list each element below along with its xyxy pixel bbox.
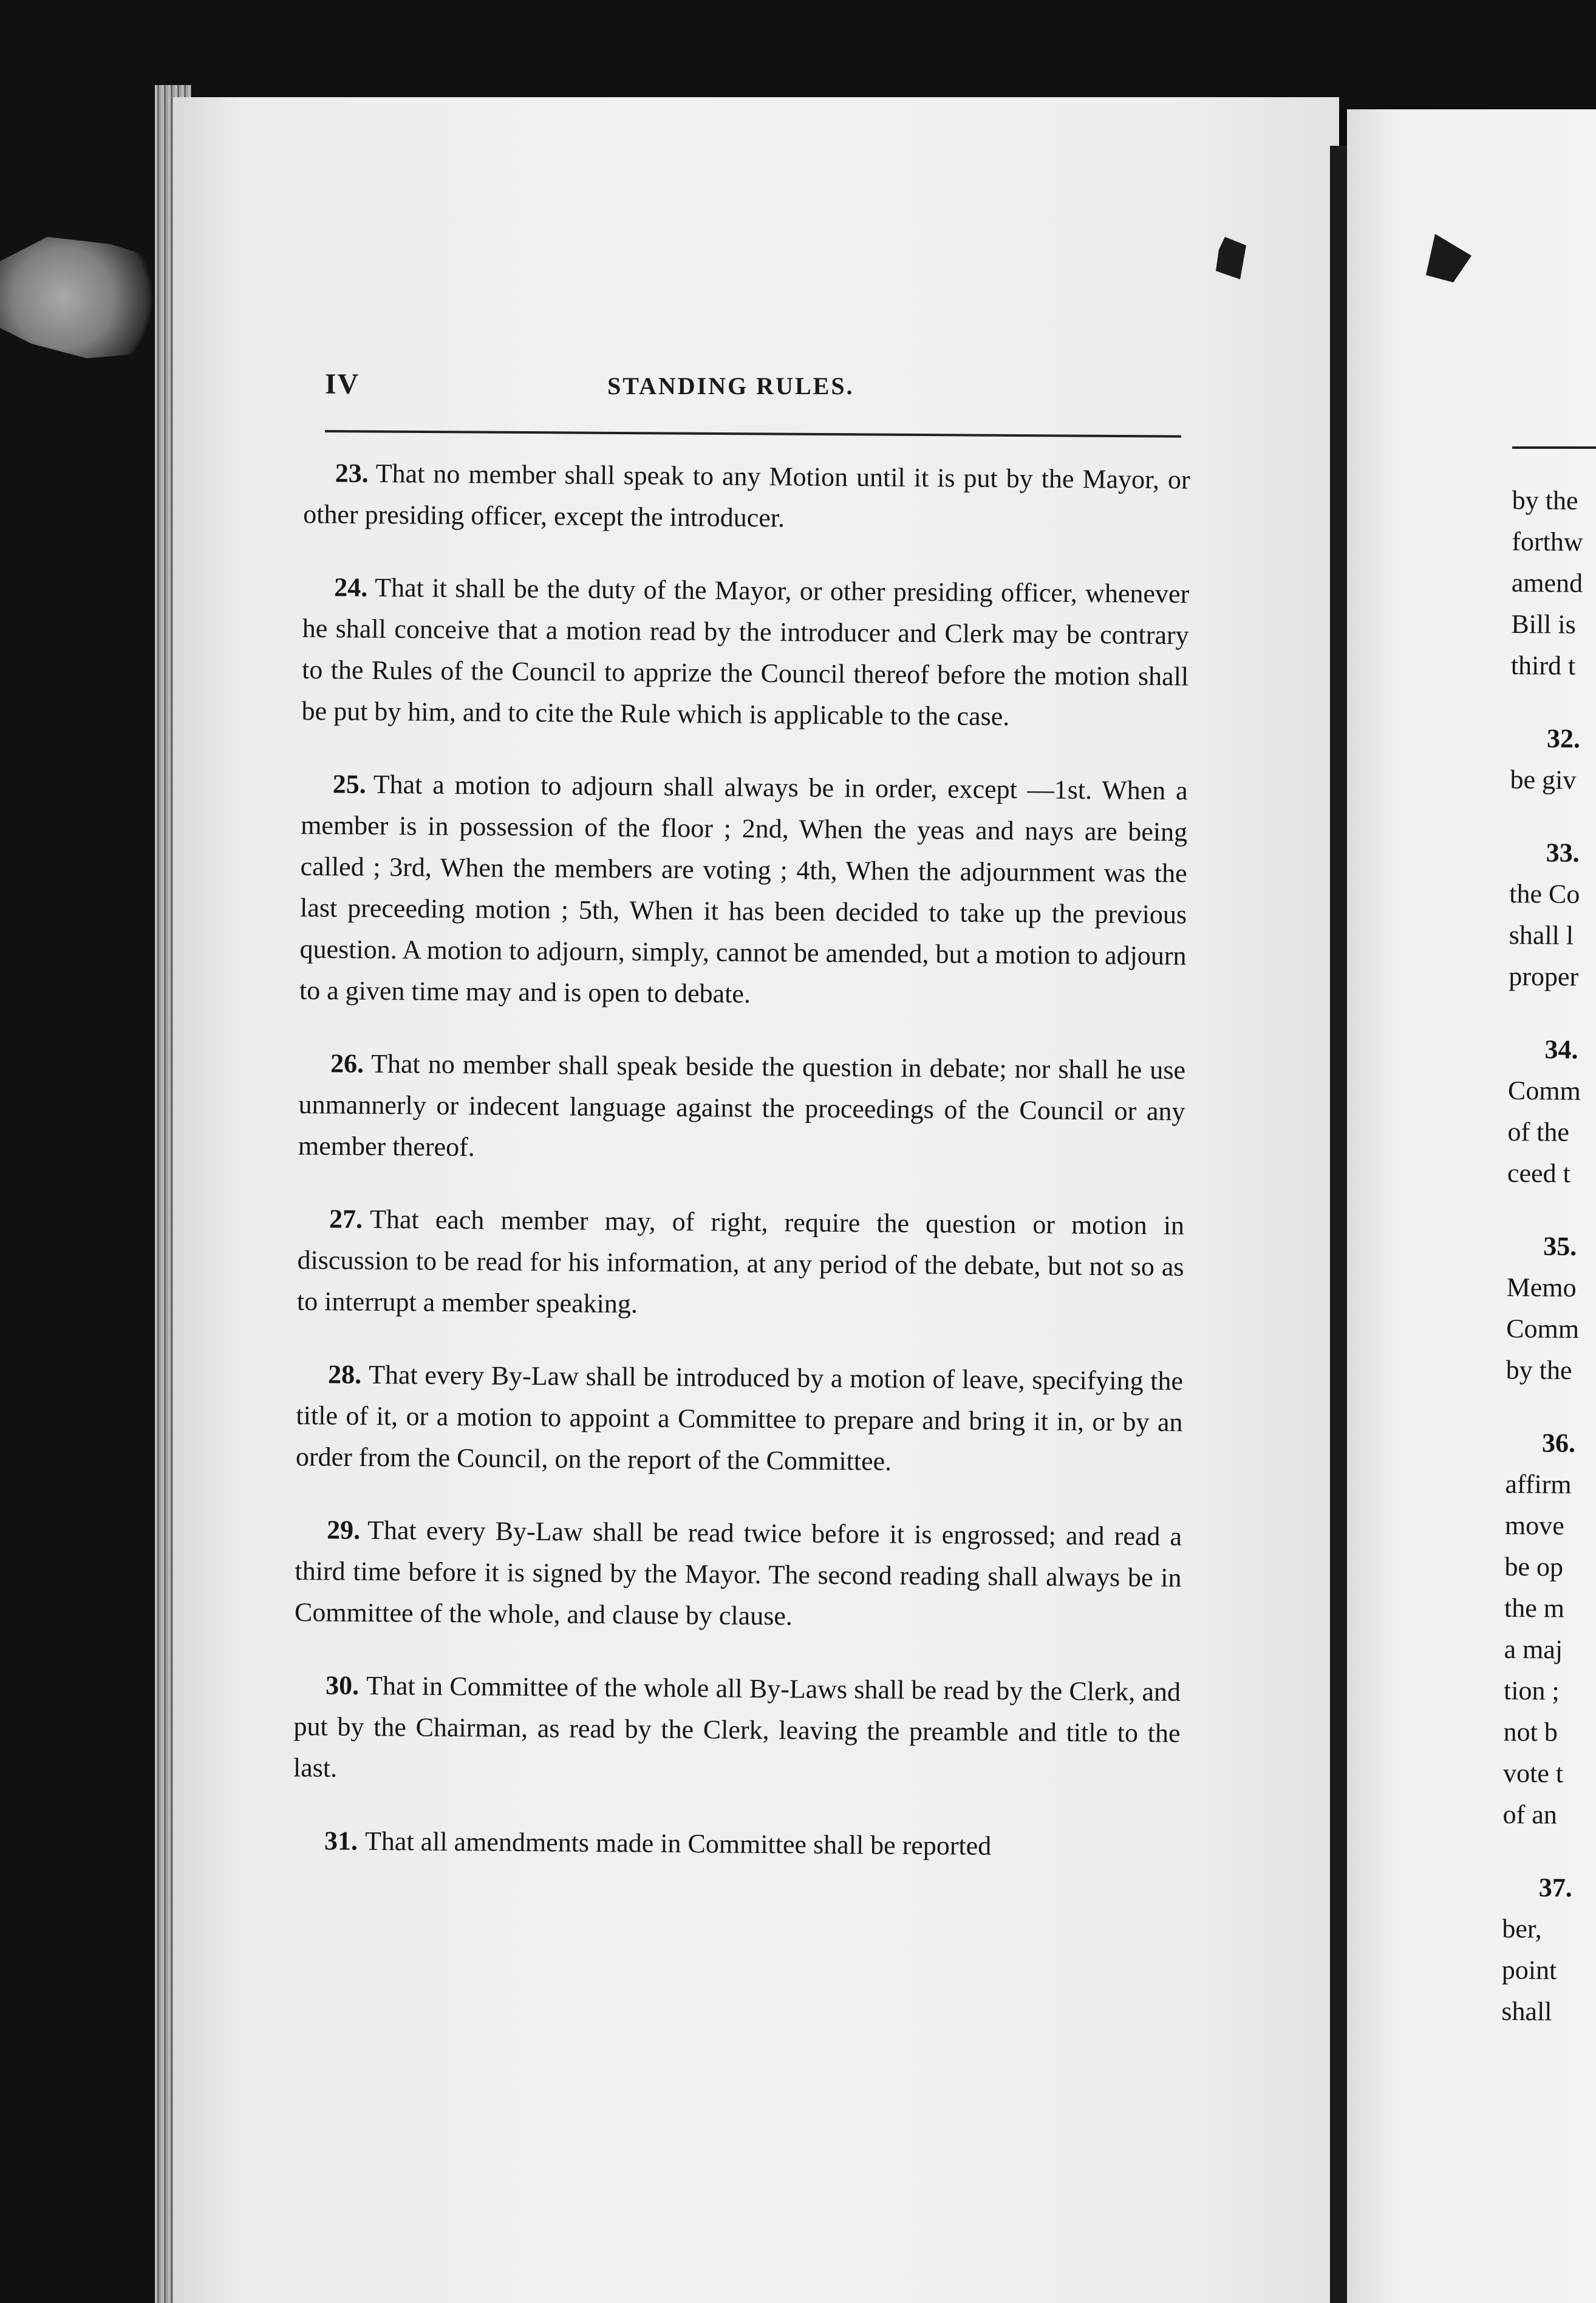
book-gutter bbox=[1330, 146, 1347, 2303]
rule-text: That each member may, of right, require the question or motion in discussion to be read for his information, at any period of the debate, but not so as to interrupt a member speaking. bbox=[296, 1204, 1185, 1319]
page-number: IV bbox=[325, 368, 360, 400]
rule-text: That every By-Law shall be read twice before it is engrossed; and read a third time before it is signed by the Mayor. The second reading shall always be in Committee of the whole, and clause by clause. bbox=[294, 1515, 1182, 1631]
right-page-line: of an bbox=[1502, 1799, 1558, 1830]
right-page-line: by the bbox=[1506, 1354, 1572, 1385]
right-page-line: 33. bbox=[1546, 838, 1580, 868]
running-title: STANDING RULES. bbox=[607, 372, 854, 400]
rule-text: That a motion to adjourn shall always be in order, except —1st. When a member is in possession of the floor ; 2nd, When the yeas and nays are being called ; 3rd, When the members are voting ; 4th, When the adjournment was the last preceeding motion ; 5th, When it has been decided to take up the previous question. A motion to adjourn, simply, cannot be amended, but a motion to adjourn to a given time may and is open to debate. bbox=[299, 769, 1188, 1009]
right-page-line: ceed t bbox=[1507, 1158, 1571, 1189]
rule-number: 31. bbox=[324, 1826, 358, 1856]
right-page-line: a maj bbox=[1504, 1634, 1563, 1665]
right-page-line: Memo bbox=[1506, 1272, 1577, 1303]
right-page-line: Comm bbox=[1506, 1313, 1580, 1344]
right-page-text-fragments bbox=[1501, 480, 1596, 2066]
right-page-line: the m bbox=[1504, 1592, 1565, 1623]
right-page-line: amend bbox=[1511, 567, 1583, 598]
right-page-line: of the bbox=[1507, 1116, 1570, 1147]
right-page-line: point bbox=[1501, 1954, 1557, 1985]
right-page-line: be op bbox=[1504, 1551, 1564, 1582]
rule-paragraph bbox=[293, 1665, 1181, 1795]
rule-number: 30. bbox=[325, 1670, 360, 1701]
right-page-line: shall bbox=[1501, 1996, 1552, 2027]
right-page-line: Bill is bbox=[1511, 609, 1576, 640]
rule-text: That in Committee of the whole all By-Laws shall be read by the Clerk, and put by the Chairman, as read by the Clerk, leaving the preamble and title to the last. bbox=[293, 1670, 1181, 1783]
rule-paragraph bbox=[295, 1509, 1182, 1640]
rule-text: That all amendments made in Committee shall be reported bbox=[364, 1826, 992, 1861]
rule-number: 26. bbox=[330, 1048, 364, 1079]
rule-paragraph bbox=[296, 1354, 1184, 1484]
rule-number: 24. bbox=[334, 572, 368, 602]
scan-background-top bbox=[0, 0, 1596, 109]
right-page-line: 37. bbox=[1538, 1872, 1572, 1903]
right-page-line: forthw bbox=[1512, 526, 1583, 557]
right-page-line: third t bbox=[1510, 650, 1576, 681]
right-page-line: 32. bbox=[1546, 723, 1581, 754]
right-page-line: move bbox=[1504, 1510, 1564, 1541]
right-page-line: shall l bbox=[1509, 919, 1574, 950]
rule-number: 29. bbox=[326, 1515, 361, 1545]
rule-number: 27. bbox=[329, 1204, 363, 1234]
right-page-line: Comm bbox=[1507, 1075, 1581, 1106]
rule-paragraph bbox=[303, 452, 1190, 542]
right-page-line: tion ; bbox=[1503, 1675, 1560, 1706]
rule-text: That no member shall speak beside the question in debate; nor shall he use unmannerly or indecent language against the proceedings of the Council or any member thereof. bbox=[298, 1048, 1186, 1162]
rule-paragraph bbox=[301, 567, 1189, 739]
right-page-line: not b bbox=[1503, 1716, 1558, 1747]
rule-paragraph bbox=[293, 1820, 1179, 1868]
standing-rules-text bbox=[292, 452, 1190, 1900]
right-page-line: the Co bbox=[1509, 878, 1580, 909]
rule-number: 23. bbox=[335, 458, 369, 488]
rule-paragraph bbox=[298, 1043, 1186, 1173]
right-page-line: by the bbox=[1512, 485, 1578, 516]
rule-text: That no member shall speak to any Motion until it is put by the Mayor, or other presiding officer, except the introducer. bbox=[303, 458, 1190, 533]
right-page-line: 34. bbox=[1544, 1034, 1578, 1065]
rule-paragraph bbox=[299, 763, 1188, 1018]
rule-paragraph bbox=[297, 1198, 1185, 1329]
right-page-line: vote t bbox=[1502, 1758, 1564, 1789]
right-page-line: 35. bbox=[1543, 1231, 1577, 1261]
right-page-line: be giv bbox=[1510, 764, 1577, 795]
right-page-line: affirm bbox=[1505, 1469, 1572, 1500]
right-page-line: proper bbox=[1509, 961, 1579, 992]
rule-number: 25. bbox=[332, 769, 366, 799]
right-page-line: 36. bbox=[1541, 1428, 1576, 1458]
rule-text: That it shall be the duty of the Mayor, or other presiding officer, whenever he shall conceive that a motion read by the introducer and Clerk may be contrary to the Rules of the Council to apprize the Council thereof before the motion shall be put by him, and to cite the Rule which is applicable to the case. bbox=[301, 572, 1190, 732]
right-page-header-rule bbox=[1512, 446, 1596, 449]
rule-text: That every By-Law shall be introduced by a motion of leave, specifying the title of it, or a motion to appoint a Committee to prepare and bring it in, or by an order from the Council, on the report of the Committee. bbox=[295, 1359, 1184, 1476]
rule-number: 28. bbox=[327, 1359, 362, 1390]
right-page-line: ber, bbox=[1502, 1913, 1542, 1944]
